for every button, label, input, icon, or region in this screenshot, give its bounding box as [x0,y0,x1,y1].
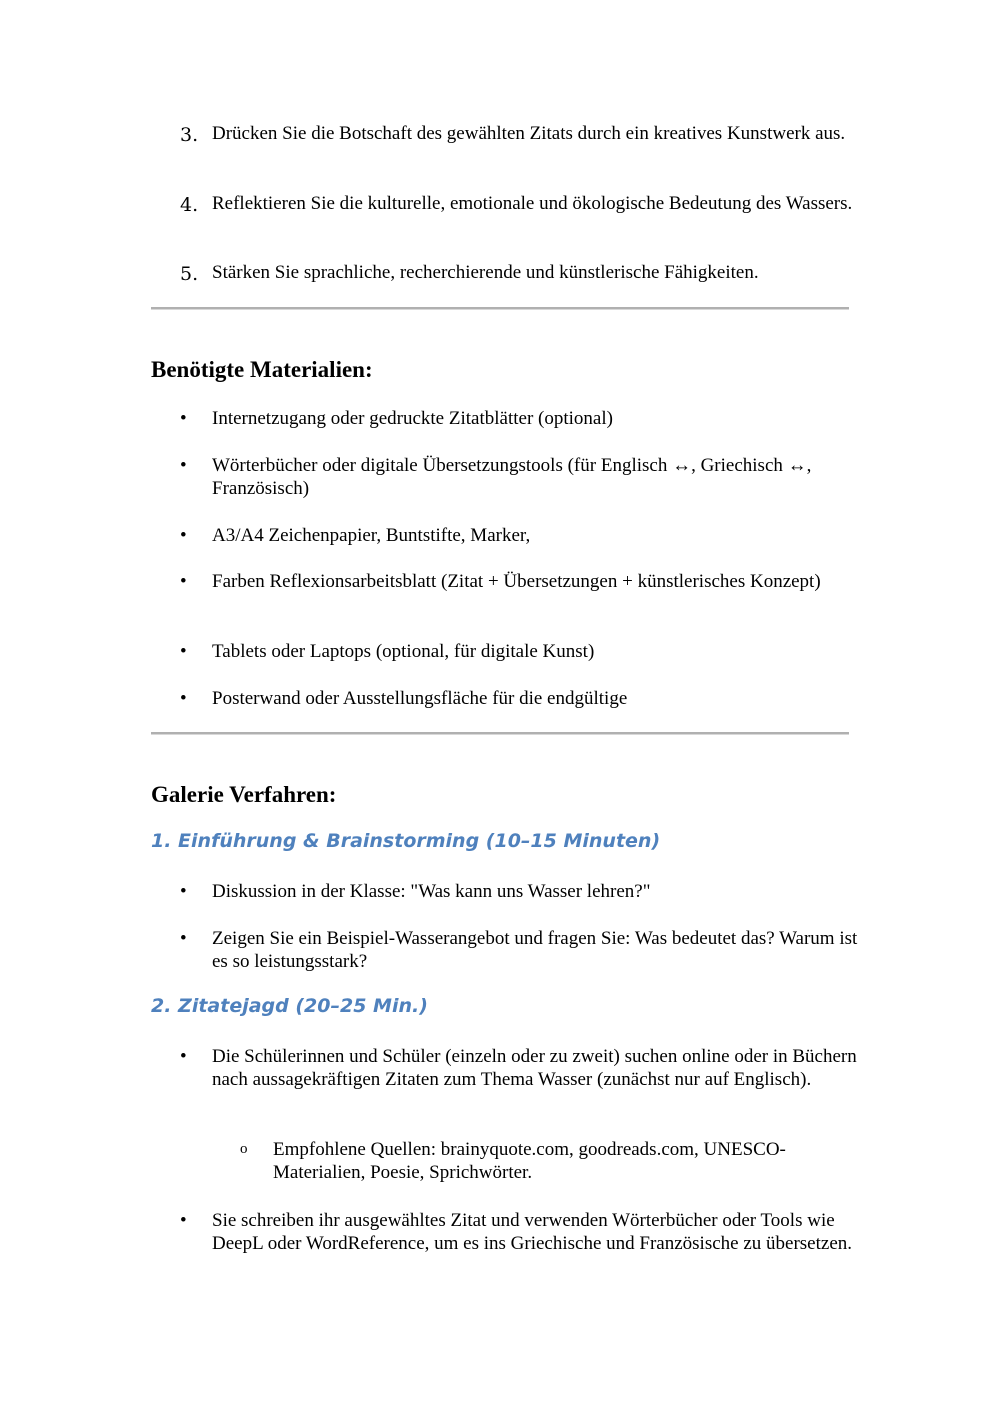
bullet-icon: • [180,1210,187,1231]
bullet-icon: • [180,408,187,429]
objective-text: Drücken Sie die Botschaft des gewählten Zitats durch ein kreatives Kunstwerk aus. [212,123,846,144]
step-1-text: Diskussion in der Klasse: "Was kann uns Wasser lehren?" [212,881,651,902]
material-text: Internetzugang oder gedruckte Zitatblätter (optional) [212,408,613,429]
horizontal-rule [151,307,849,310]
bullet-icon: • [180,928,187,949]
step-2-text: Die Schülerinnen und Schüler (einzeln oder zu zweit) suchen online oder in Büchern nach aussagekräftigen Zitaten zum Thema Wasser (zunächst nur auf Englisch). [212,1046,857,1090]
bullet-icon: • [180,455,187,476]
horizontal-rule [151,732,849,735]
list-number: 4. [180,194,199,216]
material-text: Tablets oder Laptops (optional, für digitale Kunst) [212,641,595,662]
sources-text: Empfohlene Quellen: brainyquote.com, goodreads.com, UNESCO-Materialien, Poesie, Sprichwörter. [273,1139,786,1183]
step-2-text: Sie schreiben ihr ausgewähltes Zitat und verwenden Wörterbücher oder Tools wie DeepL oder WordReference, um es ins Griechische und Französische zu übersetzen. [212,1210,853,1254]
list-number: 5. [180,263,199,285]
circle-bullet-icon: o [240,1141,248,1157]
procedure-heading: Galerie Verfahren: [151,782,337,807]
step-1-text: Zeigen Sie ein Beispiel-Wasserangebot und fragen Sie: Was bedeutet das? Warum ist es so leistungsstark? [212,928,858,972]
bullet-icon: • [180,571,187,592]
bullet-icon: • [180,1046,187,1067]
list-number: 3. [180,124,199,146]
objective-text: Reflektieren Sie die kulturelle, emotionale und ökologische Bedeutung des Wassers. [212,193,853,214]
bullet-icon: • [180,688,187,709]
materials-heading: Benötigte Materialien: [151,357,373,382]
step-2-heading: 2. Zitatejagd (20–25 Min.) [151,995,428,1017]
step-1-heading: 1. Einführung & Brainstorming (10–15 Minuten) [151,830,661,852]
objective-text: Stärken Sie sprachliche, recherchierende und künstlerische Fähigkeiten. [212,262,759,283]
material-text: A3/A4 Zeichenpapier, Buntstifte, Marker, [212,525,531,546]
bullet-icon: • [180,641,187,662]
material-text: Posterwand oder Ausstellungsfläche für die endgültige [212,688,628,709]
bullet-icon: • [180,881,187,902]
material-text: Farben Reflexionsarbeitsblatt (Zitat + Übersetzungen + künstlerisches Konzept) [212,571,821,592]
bullet-icon: • [180,525,187,546]
material-text: Wörterbücher oder digitale Übersetzungstools (für Englisch ↔, Griechisch ↔, Französisch) [212,455,812,499]
